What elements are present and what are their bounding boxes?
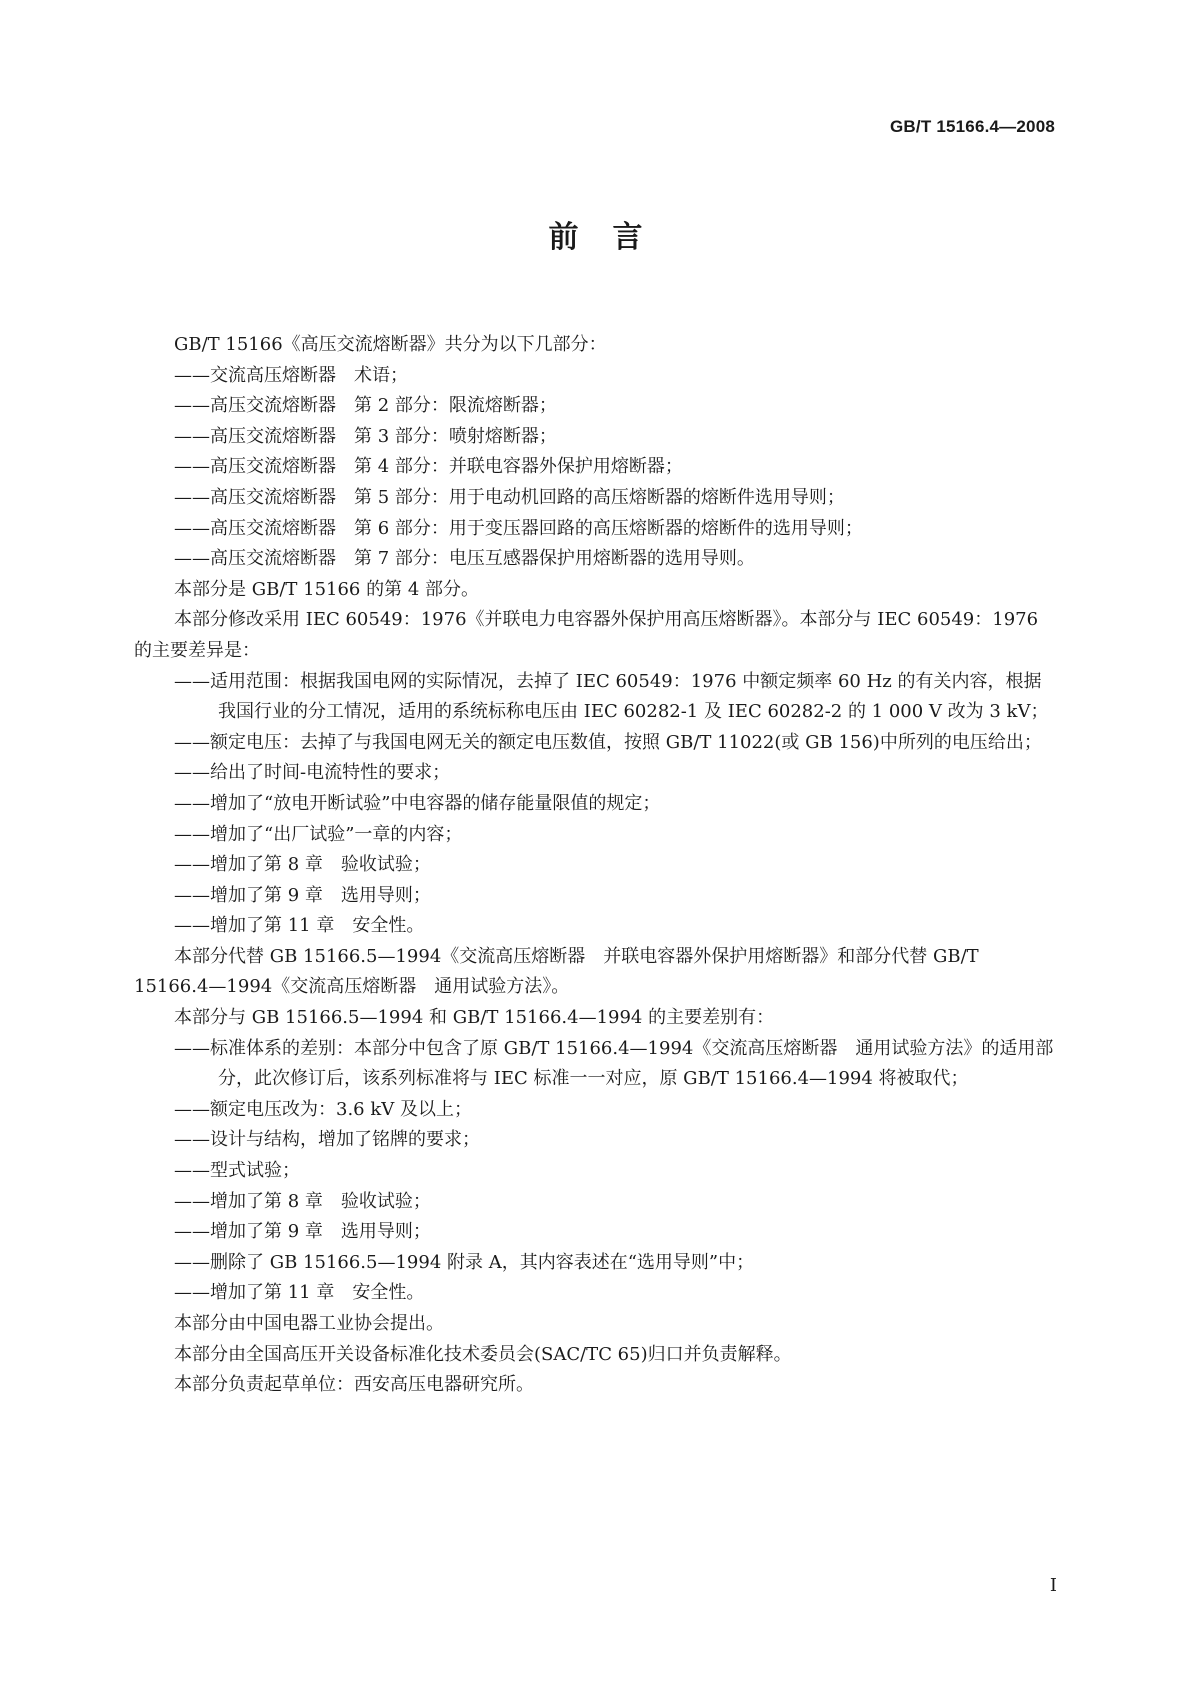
list-item: ——高压交流熔断器 第 3 部分：喷射熔断器； — [174, 425, 557, 447]
page-number: I — [1049, 1575, 1057, 1596]
list-item: ——增加了“放电开断试验”中电容器的储存能量限值的规定； — [174, 792, 661, 814]
list-item: ——高压交流熔断器 第 4 部分：并联电容器外保护用熔断器； — [174, 456, 683, 478]
list-item: ——高压交流熔断器 第 2 部分：限流熔断器； — [174, 395, 557, 417]
list-item: ——适用范围：根据我国电网的实际情况，去掉了 IEC 60549：1976 中额定频率 60 Hz 的有关内容，根据我国行业的分工情况，适用的系统标称电压由 IEC 60282-1 及 IEC 60282-2 的 1 000 V 改为 3 kV； — [174, 670, 1049, 723]
paragraph: 本部分由全国高压开关设备标准化技术委员会(SAC/TC 65)归口并负责解释。 — [174, 1343, 792, 1365]
paragraph: 本部分修改采用 IEC 60549：1976《并联电力电容器外保护用高压熔断器》。本部分与 IEC 60549：1976 的主要差异是： — [134, 609, 1039, 661]
list-item: ——增加了第 11 章 安全性。 — [174, 915, 425, 937]
foreword-body — [134, 330, 1054, 1401]
list-item: ——增加了第 9 章 选用导则； — [174, 884, 431, 906]
list-item: ——增加了第 8 章 验收试验； — [174, 1190, 431, 1212]
list-item: ——额定电压：去掉了与我国电网无关的额定电压数值，按照 GB/T 11022(或 GB 156)中所列的电压给出； — [174, 731, 1042, 753]
list-item: ——增加了第 11 章 安全性。 — [174, 1282, 425, 1304]
list-item: ——高压交流熔断器 第 5 部分：用于电动机回路的高压熔断器的熔断件选用导则； — [174, 486, 845, 508]
list-item: ——型式试验； — [174, 1160, 300, 1182]
paragraph: 本部分负责起草单位：西安高压电器研究所。 — [174, 1374, 534, 1396]
list-item: ——交流高压熔断器 术语； — [174, 364, 408, 386]
list-item: ——增加了第 9 章 选用导则； — [174, 1221, 431, 1243]
list-item: ——给出了时间-电流特性的要求； — [174, 762, 451, 784]
list-item: ——增加了第 8 章 验收试验； — [174, 854, 431, 876]
paragraph: 本部分与 GB 15166.5—1994 和 GB/T 15166.4—1994 的主要差别有： — [174, 1007, 775, 1029]
list-item: ——标准体系的差别：本部分中包含了原 GB/T 15166.4—1994《交流高压熔断器 通用试验方法》的适用部分，此次修订后，该系列标准将与 IEC 标准一一对应，原 GB/T 15166.4—1994 将被取代； — [174, 1037, 1054, 1090]
list-item: ——高压交流熔断器 第 6 部分：用于变压器回路的高压熔断器的熔断件的选用导则； — [174, 517, 863, 539]
paragraph: 本部分代替 GB 15166.5—1994《交流高压熔断器 并联电容器外保护用熔断器》和部分代替 GB/T 15166.4—1994《交流高压熔断器 通用试验方法》。 — [134, 945, 979, 998]
standard-code: GB/T 15166.4—2008 — [890, 117, 1055, 136]
list-item: ——增加了“出厂试验”一章的内容； — [174, 823, 463, 845]
list-item: ——设计与结构，增加了铭牌的要求； — [174, 1129, 480, 1151]
paragraph: 本部分由中国电器工业协会提出。 — [174, 1313, 444, 1334]
list-item: ——高压交流熔断器 第 7 部分：电压互感器保护用熔断器的选用导则。 — [174, 548, 755, 570]
paragraph: GB/T 15166《高压交流熔断器》共分为以下几部分： — [174, 334, 607, 355]
list-item: ——删除了 GB 15166.5—1994 附录 A，其内容表述在“选用导则”中； — [174, 1251, 755, 1273]
list-item: ——额定电压改为：3.6 kV 及以上； — [174, 1098, 472, 1120]
page-title: 前言 — [548, 220, 677, 255]
paragraph: 本部分是 GB/T 15166 的第 4 部分。 — [174, 578, 479, 600]
